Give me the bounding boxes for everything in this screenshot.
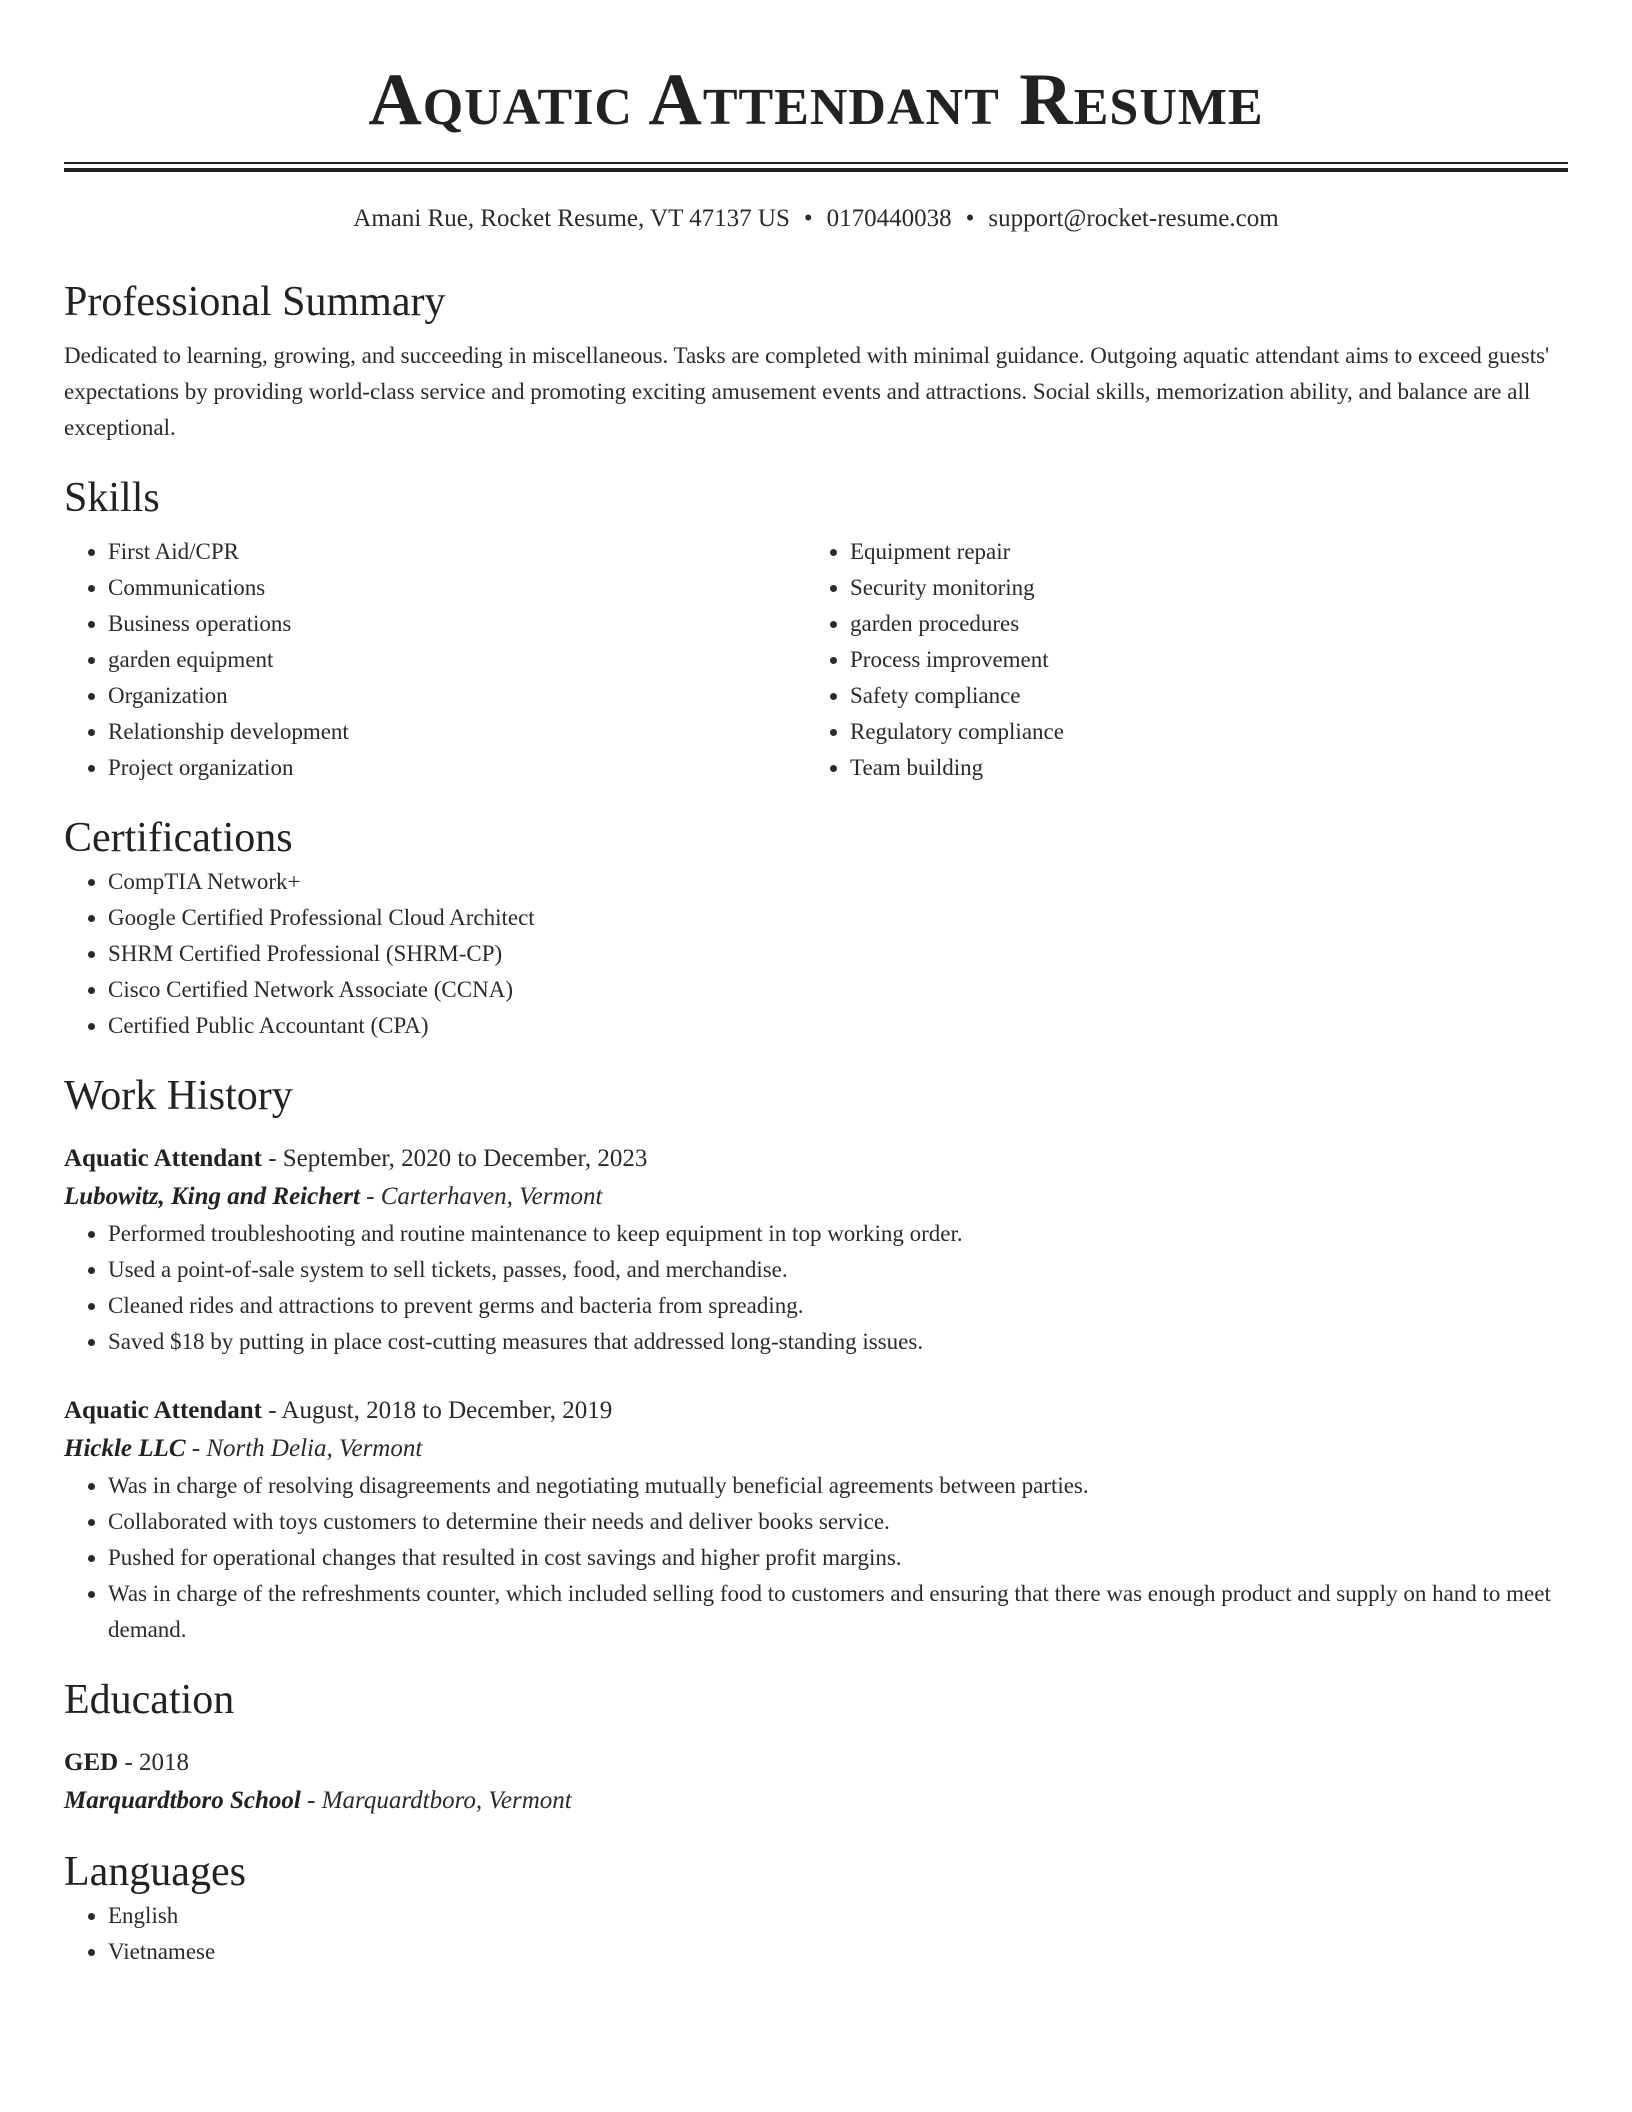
skills-grid: [64, 534, 1568, 786]
contact-phone: 0170440038: [826, 205, 952, 232]
title-divider: [64, 162, 1568, 172]
education-heading: Education: [64, 1677, 235, 1723]
language-item: • Vietnamese: [108, 1934, 1568, 1970]
contact-address: Amani Rue, Rocket Resume, VT 47137 US: [353, 205, 790, 232]
resume-title: Aquatic Attendant Resume: [368, 59, 1264, 141]
skill-item: • Relationship development: [108, 714, 806, 750]
job-entry: [64, 1392, 1568, 1648]
job-duty-item: • Pushed for operational changes that resulted in cost savings and higher profit margins.: [108, 1540, 1568, 1576]
skill-item: • garden equipment: [108, 642, 806, 678]
education-school-line: [64, 1782, 1568, 1820]
summary-heading: Professional Summary: [64, 279, 446, 325]
skills-heading: Skills: [64, 475, 160, 521]
education-degree: GED: [64, 1749, 119, 1776]
education-header: [64, 1744, 1568, 1782]
education-year: 2018: [139, 1749, 190, 1776]
education-location: Marquardtboro, Vermont: [321, 1787, 572, 1814]
certification-item: • Google Certified Professional Cloud Architect: [108, 900, 1568, 936]
contact-line: [64, 202, 1568, 236]
skill-item: • Team building: [850, 750, 1548, 786]
job-duty-item: • Collaborated with toys customers to determine their needs and deliver books service.: [108, 1504, 1568, 1540]
job-duty-item: • Performed troubleshooting and routine maintenance to keep equipment in top working order.: [108, 1216, 1568, 1252]
certification-item: • Cisco Certified Network Associate (CCNA): [108, 972, 1568, 1008]
job-company: Lubowitz, King and Reichert: [64, 1183, 360, 1210]
job-duties-list: [64, 1468, 1568, 1648]
job-company: Hickle LLC: [64, 1435, 186, 1462]
job-employer: [64, 1178, 1568, 1216]
job-location: Carterhaven, Vermont: [380, 1183, 603, 1210]
contact-email[interactable]: support@rocket-resume.com: [988, 205, 1279, 232]
job-role: Aquatic Attendant: [64, 1397, 262, 1424]
job-header: [64, 1392, 1568, 1430]
skill-item: • Project organization: [108, 750, 806, 786]
text-separator: -: [300, 1787, 322, 1814]
job-dates: August, 2018 to December, 2019: [281, 1397, 613, 1424]
skill-item: • Security monitoring: [850, 570, 1548, 606]
languages-heading: Languages: [64, 1849, 246, 1895]
text-separator: -: [359, 1183, 381, 1210]
job-entry: [64, 1140, 1568, 1360]
skills-column-right: [806, 534, 1548, 786]
certification-item: • SHRM Certified Professional (SHRM-CP): [108, 936, 1568, 972]
job-dates: September, 2020 to December, 2023: [282, 1145, 648, 1172]
skill-item: • Organization: [108, 678, 806, 714]
text-separator: -: [118, 1749, 140, 1776]
skills-list-left: [64, 534, 806, 786]
skill-item: • First Aid/CPR: [108, 534, 806, 570]
job-header: [64, 1140, 1568, 1178]
job-employer: [64, 1430, 1568, 1468]
certifications-heading: Certifications: [64, 815, 293, 861]
skill-item: • garden procedures: [850, 606, 1548, 642]
language-item: • English: [108, 1898, 1568, 1934]
certification-item: • CompTIA Network+: [108, 864, 1568, 900]
skill-item: • Safety compliance: [850, 678, 1548, 714]
contact-separator: •: [965, 205, 975, 232]
job-duties-list: [64, 1216, 1568, 1360]
education-school: Marquardtboro School: [64, 1787, 301, 1814]
work-history-heading: Work History: [64, 1073, 293, 1119]
skill-item: • Equipment repair: [850, 534, 1548, 570]
job-location: North Delia, Vermont: [206, 1435, 423, 1462]
job-role: Aquatic Attendant: [64, 1145, 262, 1172]
skill-item: • Process improvement: [850, 642, 1548, 678]
skill-item: • Business operations: [108, 606, 806, 642]
job-duty-item: • Saved $18 by putting in place cost-cutting measures that addressed long-standing issues.: [108, 1324, 1568, 1360]
languages-list: [64, 1898, 1568, 1970]
job-duty-item: • Was in charge of resolving disagreements and negotiating mutually beneficial agreements between parties.: [108, 1468, 1568, 1504]
text-separator: -: [185, 1435, 207, 1462]
text-separator: -: [261, 1145, 283, 1172]
job-duty-item: • Used a point-of-sale system to sell tickets, passes, food, and merchandise.: [108, 1252, 1568, 1288]
contact-separator: •: [803, 205, 813, 232]
job-duty-item: • Cleaned rides and attractions to prevent germs and bacteria from spreading.: [108, 1288, 1568, 1324]
skills-column-left: [64, 534, 806, 786]
job-duty-item: • Was in charge of the refreshments counter, which included selling food to customers and ensuring that there was enough product and supply on hand to meet demand.: [108, 1576, 1568, 1648]
skills-list-right: [806, 534, 1548, 786]
skill-item: • Communications: [108, 570, 806, 606]
text-separator: -: [261, 1397, 282, 1424]
certification-item: • Certified Public Accountant (CPA): [108, 1008, 1568, 1044]
certifications-list: [64, 864, 1568, 1044]
skill-item: • Regulatory compliance: [850, 714, 1548, 750]
summary-text: Dedicated to learning, growing, and succeeding in miscellaneous. Tasks are completed with minimal guidance. Outgoing aquatic attendant aims to exceed guests' expectations by providing world-class service and promoting exciting amusement events and attractions. Social skills, memorization ability, and balance are all exceptional.: [64, 343, 1550, 440]
